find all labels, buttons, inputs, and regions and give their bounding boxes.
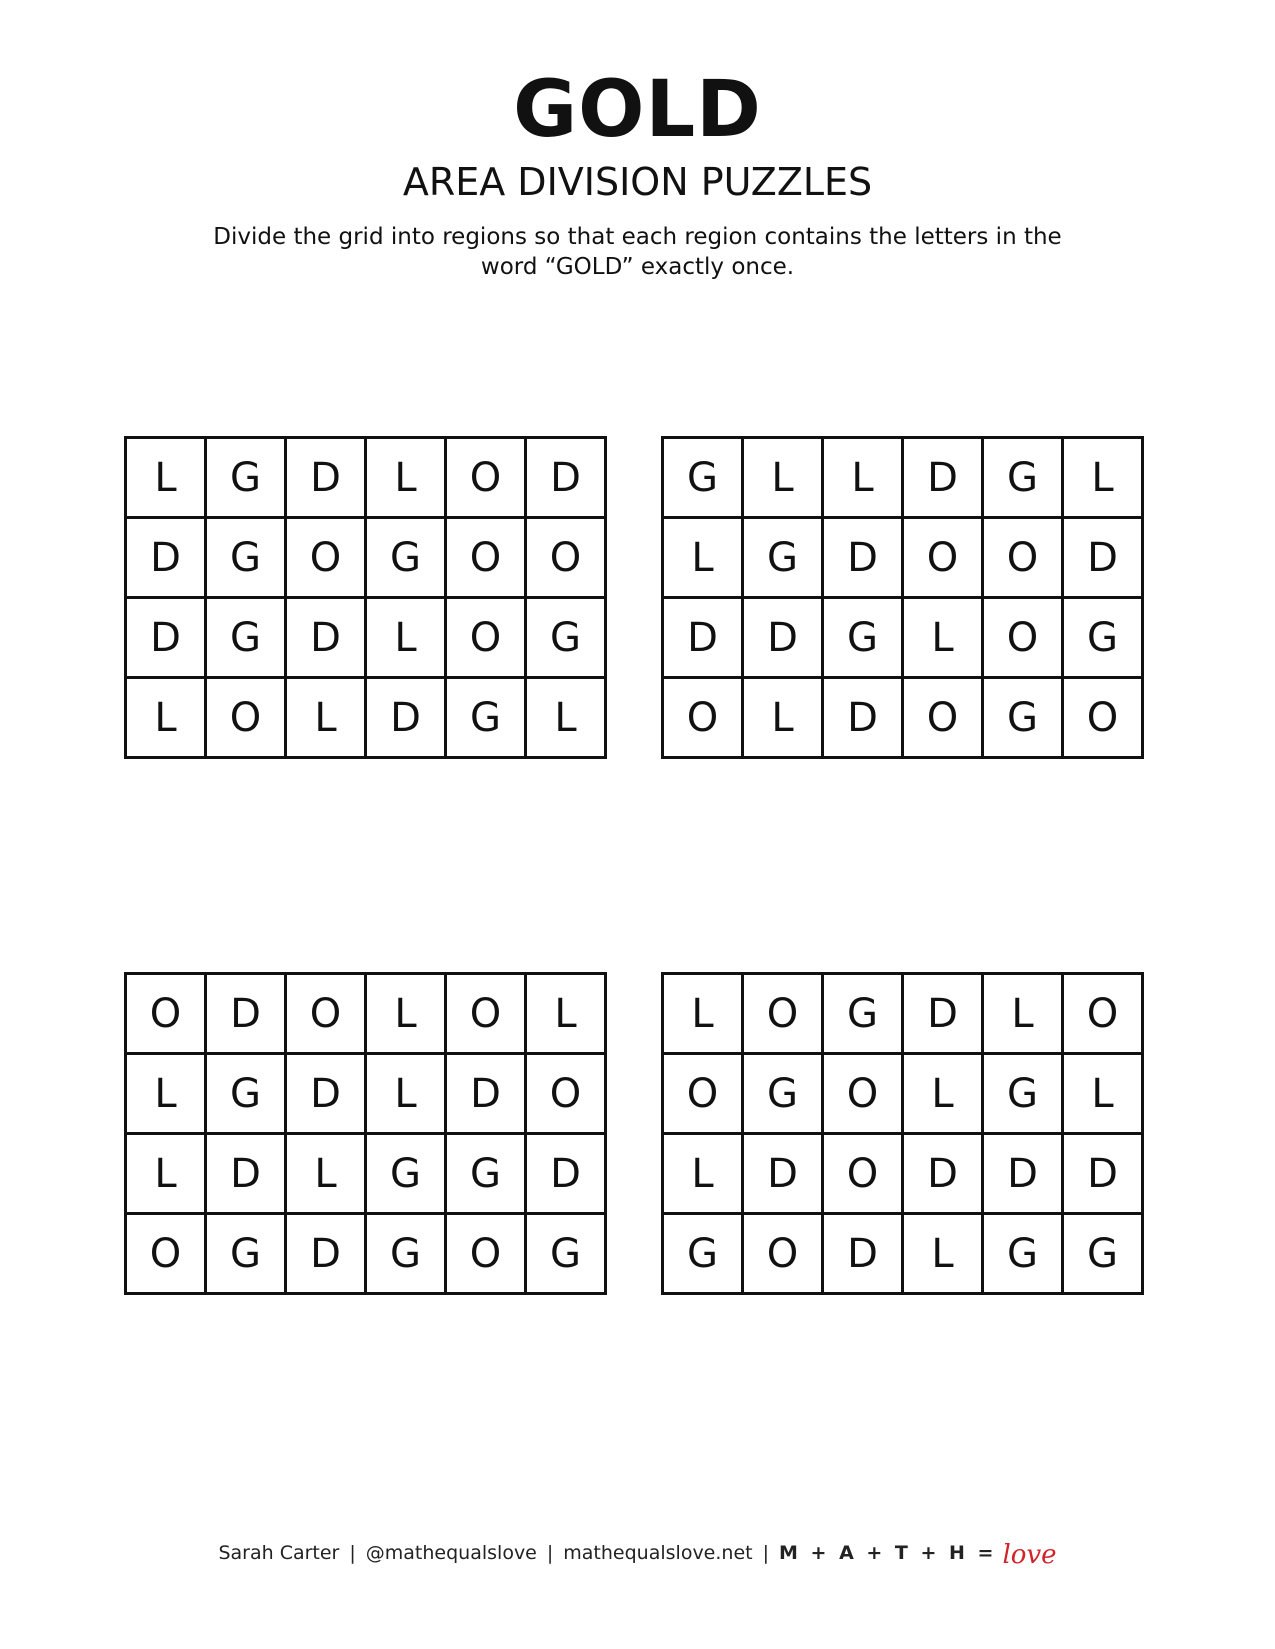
grid-cell: D [447,1055,527,1135]
grid-cell: G [367,1215,447,1295]
grid-cell: G [447,679,527,759]
grid-cell: D [824,679,904,759]
grid-cell: G [447,1135,527,1215]
grid-cell: O [527,1055,607,1135]
grid-cell: L [527,679,607,759]
grid-cell: O [1064,679,1144,759]
grid-cell: O [287,519,367,599]
grid-cell: G [984,439,1064,519]
grid-cell: D [527,1135,607,1215]
grid-cell: D [207,1135,287,1215]
grid-cell: L [904,1215,984,1295]
brand-logo-text: M + A + T + H = [779,1542,997,1564]
grid-cell: G [207,1215,287,1295]
grid-cell: L [664,975,744,1055]
grid-cell: D [664,599,744,679]
grid-cell: G [824,599,904,679]
grid-cell: D [984,1135,1064,1215]
grid-cell: G [664,1215,744,1295]
grid-cell: D [744,599,824,679]
grid-cell: O [1064,975,1144,1055]
grid-cell: G [744,1055,824,1135]
grid-cell: D [824,519,904,599]
grid-cell: L [904,599,984,679]
grid-cell: O [127,975,207,1055]
footer-handle: @mathequalslove [365,1542,537,1564]
grid-cell: L [527,975,607,1055]
grid-cell: O [744,975,824,1055]
grid-cell: G [664,439,744,519]
grid-cell: O [904,679,984,759]
grid-cell: D [527,439,607,519]
grid-cell: G [1064,1215,1144,1295]
footer-separator: | [349,1542,356,1564]
grid-cell: O [984,599,1064,679]
grid-cell: L [744,679,824,759]
grid-cell: L [1064,1055,1144,1135]
grid-cell: L [904,1055,984,1135]
grid-cell: L [824,439,904,519]
grid-cell: L [127,679,207,759]
grid-cell: D [1064,1135,1144,1215]
grid-cell: O [664,1055,744,1135]
grid-cell: G [1064,599,1144,679]
footer-separator: | [762,1542,770,1564]
grid-cell: L [664,519,744,599]
grid-cell: D [207,975,287,1055]
grid-cell: L [367,439,447,519]
page-subtitle: AREA DIVISION PUZZLES [402,160,873,204]
grid-cell: D [904,439,984,519]
grid-cell: O [127,1215,207,1295]
grid-cell: L [367,975,447,1055]
grid-cell: G [207,1055,287,1135]
grid-cell: G [207,599,287,679]
grid-cell: O [287,975,367,1055]
footer-author: Sarah Carter [218,1542,340,1564]
grid-cell: G [527,599,607,679]
grid-cell: L [127,1055,207,1135]
grid-cell: D [744,1135,824,1215]
grid-cell: O [447,519,527,599]
grid-cell: G [984,1215,1064,1295]
instructions [170,222,1105,282]
grid-cell: D [367,679,447,759]
footer-separator: | [546,1542,554,1564]
grid-cell: L [287,679,367,759]
page-title: GOLD [513,65,762,155]
grid-cell: D [904,975,984,1055]
puzzle-grid-2 [661,436,1144,759]
grid-cell: D [287,599,367,679]
grid-cell: G [207,519,287,599]
grid-cell: L [664,1135,744,1215]
grid-cell: O [527,519,607,599]
grid-cell: O [824,1135,904,1215]
grid-cell: G [824,975,904,1055]
grid-cell: D [287,1055,367,1135]
grid-cell: D [127,599,207,679]
puzzle-grid-1 [124,436,607,759]
grid-cell: O [447,1215,527,1295]
grid-cell: L [287,1135,367,1215]
grid-cell: G [527,1215,607,1295]
grid-cell: O [447,975,527,1055]
grid-cell: O [447,599,527,679]
instructions-line-2: word “GOLD” exactly once. [480,254,795,280]
instructions-line-1: Divide the grid into regions so that each region contains the letters in the [213,224,1062,250]
grid-cell: D [127,519,207,599]
brand-logo-love: love [1002,1540,1057,1570]
grid-cell: G [744,519,824,599]
grid-cell: D [904,1135,984,1215]
grid-cell: O [447,439,527,519]
grid-cell: G [984,679,1064,759]
grid-cell: O [824,1055,904,1135]
grid-cell: L [744,439,824,519]
grid-cell: L [127,439,207,519]
grid-cell: L [367,1055,447,1135]
grid-cell: L [367,599,447,679]
grid-cell: O [207,679,287,759]
grid-cell: L [984,975,1064,1055]
puzzle-grid-3 [124,972,607,1295]
puzzle-grid-4 [661,972,1144,1295]
grid-cell: D [1064,519,1144,599]
grid-cell: G [367,519,447,599]
grid-cell: D [287,1215,367,1295]
grid-cell: O [664,679,744,759]
grid-cell: L [127,1135,207,1215]
grid-cell: O [904,519,984,599]
footer [0,1538,1275,1568]
grid-cell: L [1064,439,1144,519]
grid-cell: D [824,1215,904,1295]
grid-cell: O [984,519,1064,599]
footer-website: mathequalslove.net [563,1542,753,1564]
grid-cell: O [744,1215,824,1295]
grid-cell: G [367,1135,447,1215]
grid-cell: D [287,439,367,519]
grid-cell: G [984,1055,1064,1135]
grid-cell: G [207,439,287,519]
